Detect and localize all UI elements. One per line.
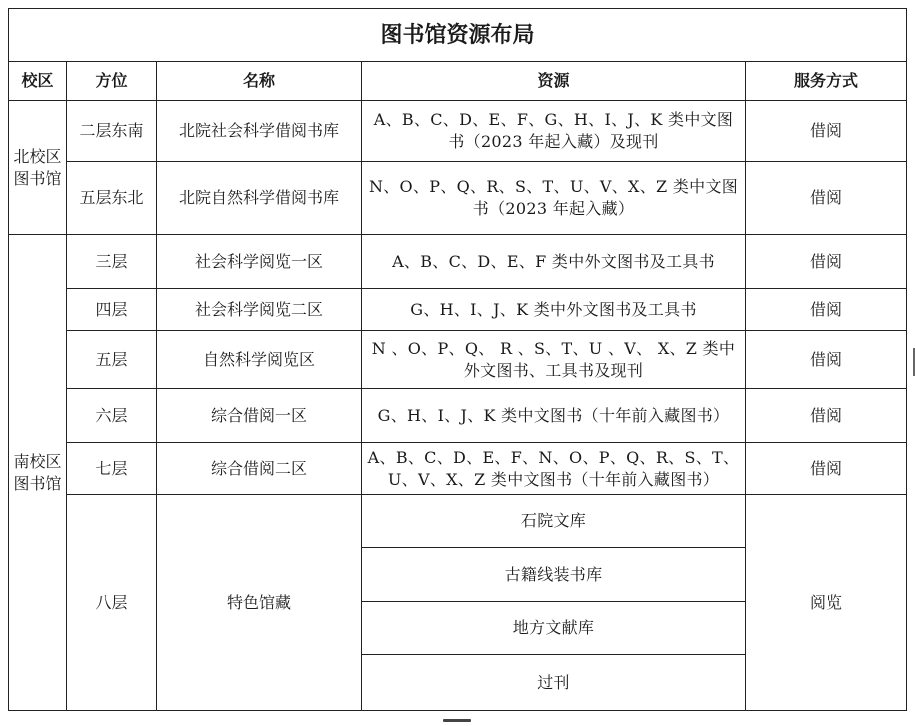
- header-service: 服务方式: [746, 62, 907, 101]
- name-cell: 社会科学阅览二区: [157, 289, 362, 331]
- name-cell: 综合借阅二区: [157, 443, 362, 495]
- floor-cell: 四层: [67, 289, 157, 331]
- table-row: [9, 101, 907, 162]
- table-row: [9, 331, 907, 389]
- campus-north: 北校区图书馆: [9, 101, 67, 235]
- name-cell: 特色馆藏: [157, 495, 362, 711]
- resource-cell: N 、O、P、Q、 R 、S、T、U 、V、 X、Z 类中外文图书、工具书及现刊: [362, 331, 746, 389]
- service-cell: 借阅: [746, 443, 907, 495]
- service-cell: 借阅: [746, 162, 907, 235]
- resource-cell: 地方文献库: [362, 602, 746, 655]
- table-row: [9, 162, 907, 235]
- header-name: 名称: [157, 62, 362, 101]
- table-title: 图书馆资源布局: [9, 9, 907, 62]
- service-cell: 借阅: [746, 389, 907, 443]
- floor-cell: 六层: [67, 389, 157, 443]
- library-layout-table: [8, 8, 907, 711]
- table-row: [9, 289, 907, 331]
- resource-cell: A、B、C、D、E、F、N、O、P、Q、R、S、T、U、V、X、Z 类中文图书（十年前入藏图书）: [362, 443, 746, 495]
- floor-cell: 二层东南: [67, 101, 157, 162]
- table-row: [9, 495, 907, 548]
- resource-cell: A、B、C、D、E、F 类中外文图书及工具书: [362, 235, 746, 289]
- service-cell: 借阅: [746, 289, 907, 331]
- service-cell: 借阅: [746, 101, 907, 162]
- service-cell: 阅览: [746, 495, 907, 711]
- name-cell: 社会科学阅览一区: [157, 235, 362, 289]
- resource-cell: G、H、I、J、K 类中文图书（十年前入藏图书）: [362, 389, 746, 443]
- resource-cell: 过刊: [362, 655, 746, 711]
- name-cell: 北院社会科学借阅书库: [157, 101, 362, 162]
- resize-handle[interactable]: [443, 719, 471, 722]
- header-campus: 校区: [9, 62, 67, 101]
- floor-cell: 七层: [67, 443, 157, 495]
- name-cell: 北院自然科学借阅书库: [157, 162, 362, 235]
- name-cell: 综合借阅一区: [157, 389, 362, 443]
- header-floor: 方位: [67, 62, 157, 101]
- resource-cell: 古籍线装书库: [362, 548, 746, 602]
- service-cell: 借阅: [746, 235, 907, 289]
- resource-cell: N、O、P、Q、R、S、T、U、V、X、Z 类中文图书（2023 年起入藏）: [362, 162, 746, 235]
- table-row: [9, 235, 907, 289]
- floor-cell: 五层东北: [67, 162, 157, 235]
- resource-cell: G、H、I、J、K 类中外文图书及工具书: [362, 289, 746, 331]
- resource-cell: 石院文库: [362, 495, 746, 548]
- service-cell: 借阅: [746, 331, 907, 389]
- campus-south: 南校区图书馆: [9, 235, 67, 711]
- header-resource: 资源: [362, 62, 746, 101]
- name-cell: 自然科学阅览区: [157, 331, 362, 389]
- table-row: [9, 443, 907, 495]
- floor-cell: 三层: [67, 235, 157, 289]
- floor-cell: 八层: [67, 495, 157, 711]
- resource-cell: A、B、C、D、E、F、G、H、I、J、K 类中文图书（2023 年起入藏）及现刊: [362, 101, 746, 162]
- table-row: [9, 389, 907, 443]
- floor-cell: 五层: [67, 331, 157, 389]
